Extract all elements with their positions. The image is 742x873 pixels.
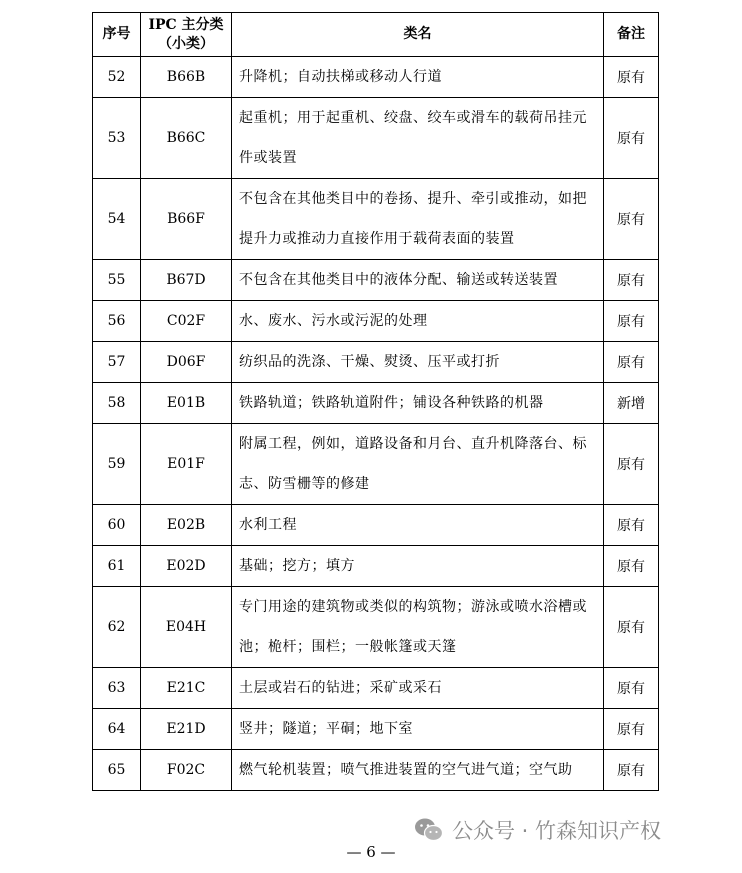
cell-note: 原有 — [604, 342, 659, 383]
cell-name: 不包含在其他类目中的卷扬、提升、牵引或推动，如把提升力或推动力直接作用于载荷表面的装置 — [232, 179, 604, 260]
cell-ipc: B66B — [141, 57, 232, 98]
cell-seq: 57 — [93, 342, 141, 383]
cell-name: 起重机；用于起重机、绞盘、绞车或滑车的载荷吊挂元件或装置 — [232, 98, 604, 179]
header-seq: 序号 — [93, 13, 141, 57]
cell-ipc: E04H — [141, 587, 232, 668]
table-row — [93, 383, 659, 424]
ipc-classification-table — [92, 12, 659, 791]
table-header-row — [93, 13, 659, 57]
table-row — [93, 750, 659, 791]
cell-name: 专门用途的建筑物或类似的构筑物；游泳或喷水浴槽或池；桅杆；围栏；一般帐篷或天篷 — [232, 587, 604, 668]
cell-name: 基础；挖方；填方 — [232, 546, 604, 587]
table-row — [93, 57, 659, 98]
cell-name: 升降机；自动扶梯或移动人行道 — [232, 57, 604, 98]
cell-seq: 54 — [93, 179, 141, 260]
table-row — [93, 260, 659, 301]
table-row — [93, 668, 659, 709]
cell-seq: 63 — [93, 668, 141, 709]
cell-ipc: B67D — [141, 260, 232, 301]
watermark — [414, 815, 724, 845]
cell-note: 新增 — [604, 383, 659, 424]
cell-note: 原有 — [604, 750, 659, 791]
table-row — [93, 505, 659, 546]
page-number: — 6 — — [346, 843, 396, 861]
cell-ipc: C02F — [141, 301, 232, 342]
cell-seq: 59 — [93, 424, 141, 505]
cell-note: 原有 — [604, 709, 659, 750]
cell-name: 铁路轨道；铁路轨道附件；铺设各种铁路的机器 — [232, 383, 604, 424]
cell-ipc: B66C — [141, 98, 232, 179]
cell-name: 附属工程，例如，道路设备和月台、直升机降落台、标志、防雪栅等的修建 — [232, 424, 604, 505]
cell-ipc: E01F — [141, 424, 232, 505]
header-ipc-line2: （小类） — [158, 35, 214, 52]
cell-seq: 65 — [93, 750, 141, 791]
header-ipc — [141, 13, 232, 57]
cell-ipc: E21C — [141, 668, 232, 709]
table-row — [93, 424, 659, 505]
cell-note: 原有 — [604, 301, 659, 342]
cell-note: 原有 — [604, 587, 659, 668]
table-row — [93, 546, 659, 587]
header-name: 类名 — [232, 13, 604, 57]
cell-note: 原有 — [604, 57, 659, 98]
cell-ipc: D06F — [141, 342, 232, 383]
cell-seq: 62 — [93, 587, 141, 668]
cell-note: 原有 — [604, 98, 659, 179]
table-row — [93, 342, 659, 383]
cell-note: 原有 — [604, 505, 659, 546]
wechat-icon — [414, 817, 444, 843]
table-row — [93, 98, 659, 179]
cell-name: 不包含在其他类目中的液体分配、输送或转送装置 — [232, 260, 604, 301]
cell-ipc: E02B — [141, 505, 232, 546]
cell-name: 竖井；隧道；平硐；地下室 — [232, 709, 604, 750]
cell-ipc: B66F — [141, 179, 232, 260]
table-row — [93, 179, 659, 260]
header-note: 备注 — [604, 13, 659, 57]
cell-ipc: F02C — [141, 750, 232, 791]
cell-seq: 52 — [93, 57, 141, 98]
cell-seq: 55 — [93, 260, 141, 301]
watermark-text: 公众号 · 竹森知识产权 — [452, 819, 662, 843]
cell-note: 原有 — [604, 260, 659, 301]
table-row — [93, 587, 659, 668]
cell-name: 土层或岩石的钻进；采矿或采石 — [232, 668, 604, 709]
cell-note: 原有 — [604, 424, 659, 505]
cell-ipc: E02D — [141, 546, 232, 587]
cell-seq: 56 — [93, 301, 141, 342]
cell-note: 原有 — [604, 546, 659, 587]
cell-name: 水、废水、污水或污泥的处理 — [232, 301, 604, 342]
cell-ipc: E21D — [141, 709, 232, 750]
cell-ipc: E01B — [141, 383, 232, 424]
cell-name: 燃气轮机装置；喷气推进装置的空气进气道；空气助 — [232, 750, 604, 791]
cell-name: 水利工程 — [232, 505, 604, 546]
cell-seq: 58 — [93, 383, 141, 424]
cell-note: 原有 — [604, 179, 659, 260]
cell-seq: 53 — [93, 98, 141, 179]
cell-note: 原有 — [604, 668, 659, 709]
header-ipc-line1: IPC 主分类 — [148, 16, 224, 33]
cell-name: 纺织品的洗涤、干燥、熨烫、压平或打折 — [232, 342, 604, 383]
cell-seq: 61 — [93, 546, 141, 587]
table-row — [93, 301, 659, 342]
table-row — [93, 709, 659, 750]
cell-seq: 60 — [93, 505, 141, 546]
cell-seq: 64 — [93, 709, 141, 750]
